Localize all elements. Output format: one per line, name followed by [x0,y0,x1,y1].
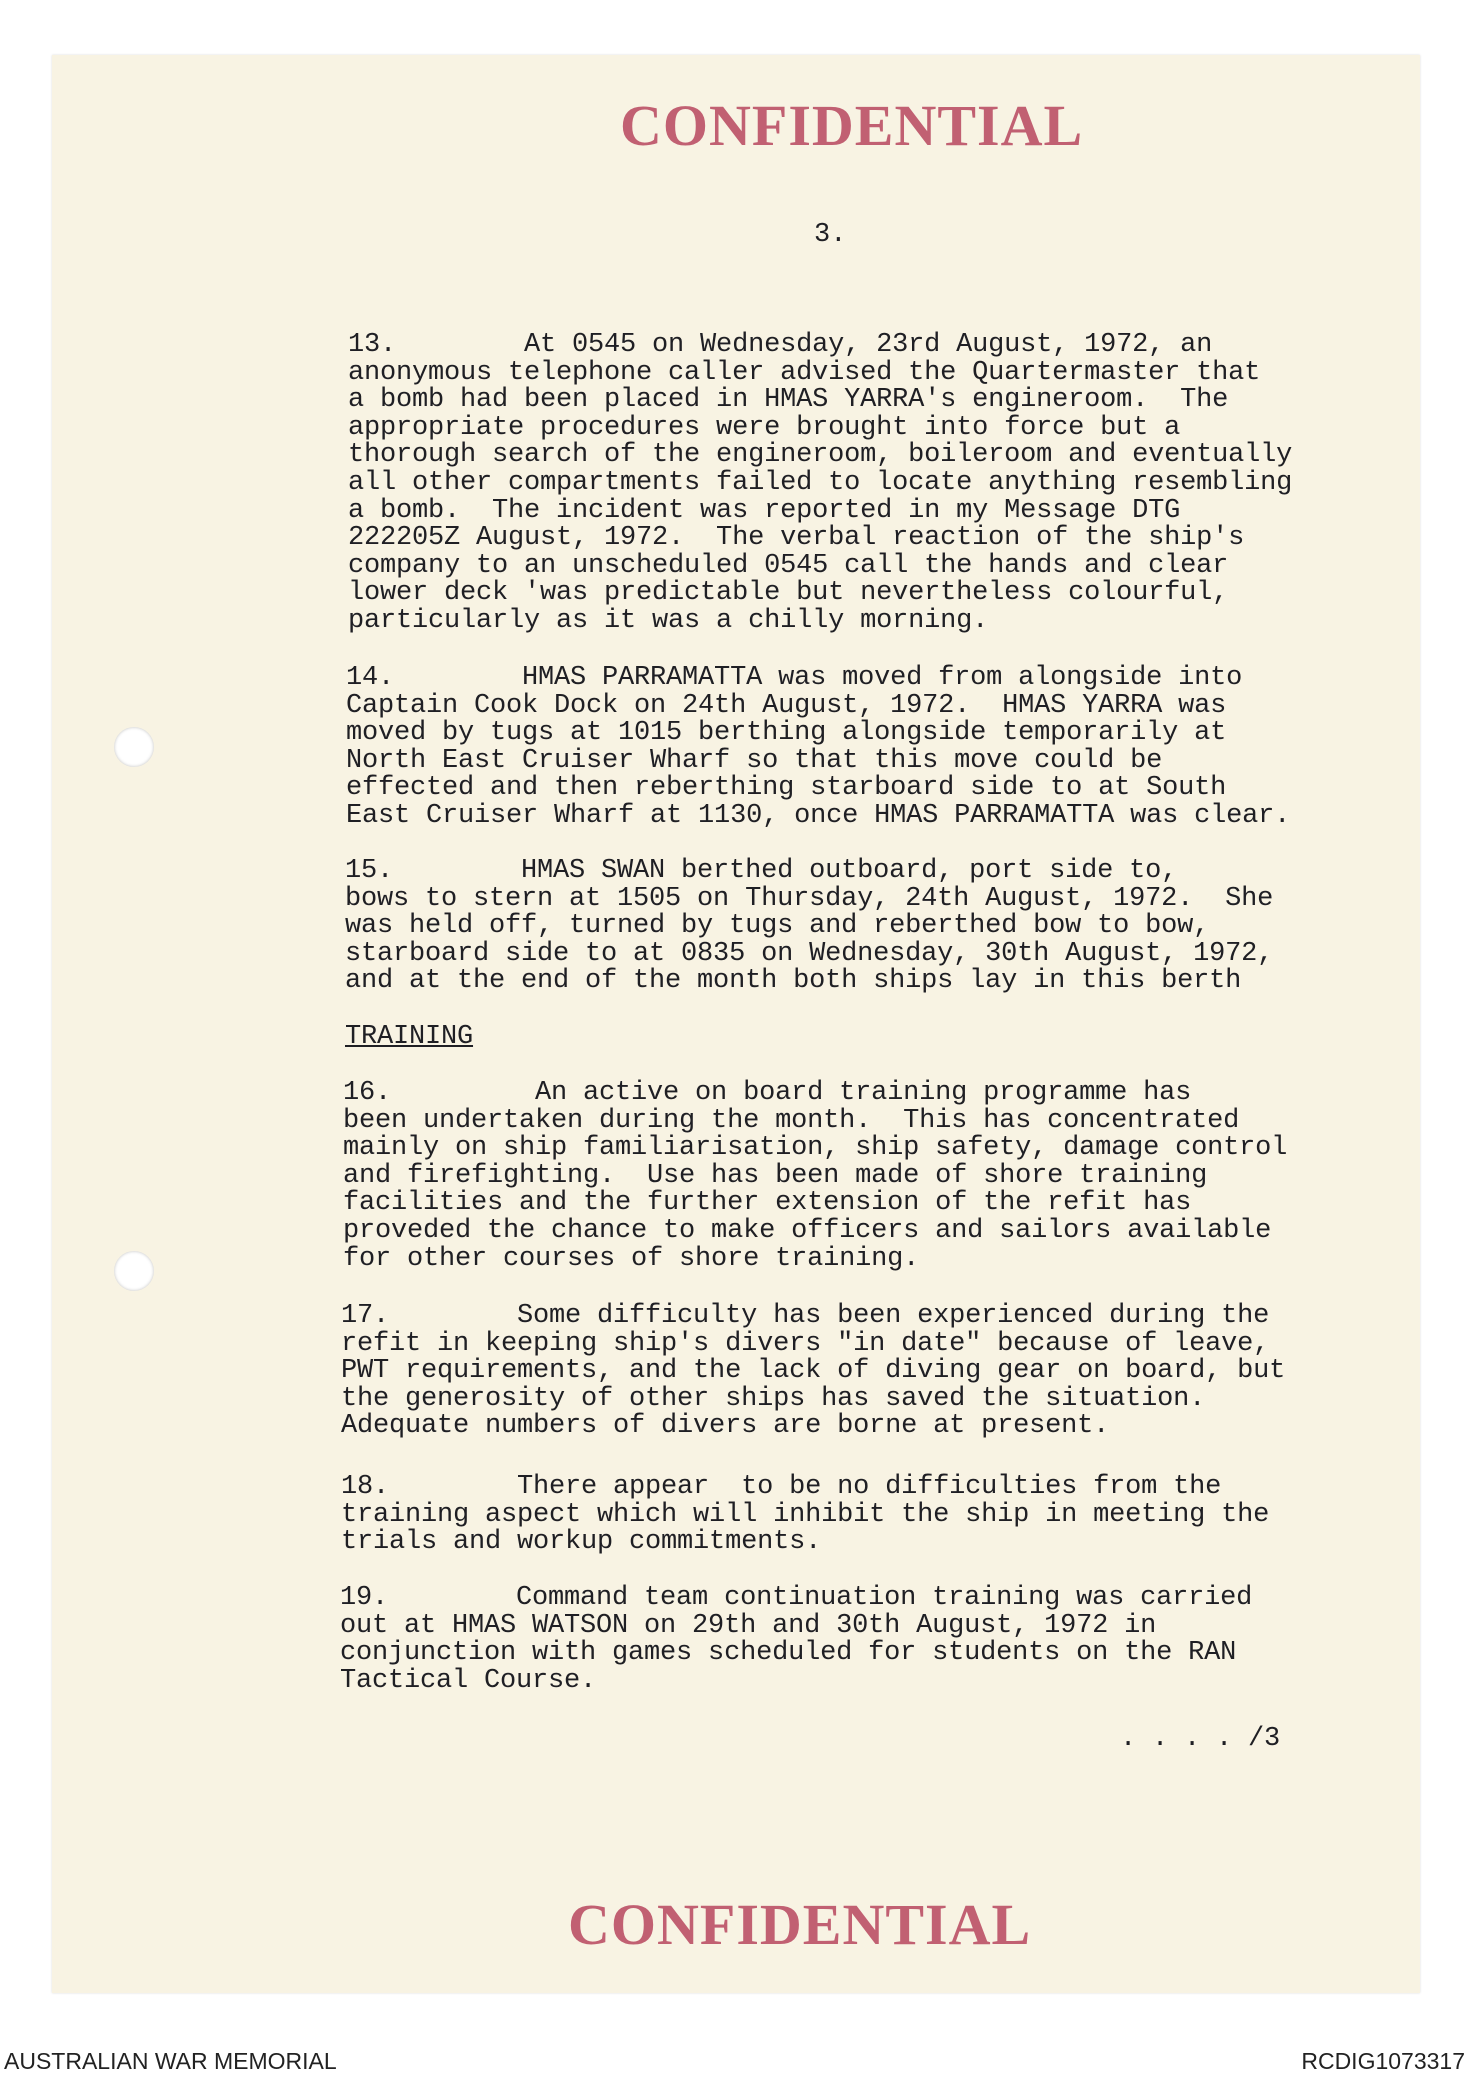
paragraph-16: 16. An active on board training programme has been undertaken during the month. This has concentrated mainly on ship familiarisation, ship safety, damage control and firefighting. Use has been made of shore training facilities and the further extension of the refit has proveded the chance to make officers and sailors available for other courses of shore training. [343,1078,1288,1274]
paragraph-19: 19. Command team continuation training was carried out at HMAS WATSON on 29th and 30th August, 1972 in conjunction with games scheduled for students on the RAN Tactical Course. [340,1583,1253,1696]
footer-record-id: RCDIG1073317 [1301,2048,1465,2074]
continuation-marker: . . . . /3 [1120,1724,1281,1754]
confidential-stamp-top: CONFIDENTIAL [620,93,1084,158]
paragraph-14: 14. HMAS PARRAMATTA was moved from alongside into Captain Cook Dock on 24th August, 1972. HMAS YARRA was moved by tugs at 1015 berthing alongside temporarily at North East Cruiser Wharf so that this move could be effected and then reberthing starboard side to at South East Cruiser Wharf at 1130, once HMAS PARRAMATTA was clear. [346,663,1291,831]
punch-hole-lower [114,1251,154,1291]
paragraph-13: 13. At 0545 on Wednesday, 23rd August, 1972, an anonymous telephone caller advised the Quartermaster that a bomb had been placed in HMAS YARRA's engineroom. The appropriate procedures were brought into force but a thorough search of the engineroom, boileroom and eventually all other compartments failed to locate anything resembling a bomb. The incident was reported in my Message DTG 222205Z August, 1972. The verbal reaction of the ship's company to an unscheduled 0545 call the hands and clear lower deck 'was predictable but nevertheless colourful, particularly as it was a chilly morning. [348,330,1293,636]
paragraph-15: 15. HMAS SWAN berthed outboard, port side to, bows to stern at 1505 on Thursday, 24th August, 1972. She was held off, turned by tugs and reberthed bow to bow, starboard side to at 0835 on Wednesday, 30th August, 1972, and at the end of the month both ships lay in this berth [345,856,1274,997]
footer-source: AUSTRALIAN WAR MEMORIAL [4,2048,337,2074]
section-heading-training: TRAINING [345,1022,474,1052]
paragraph-17: 17. Some difficulty has been experienced during the refit in keeping ship's divers "in date" because of leave, PWT requirements, and the lack of diving gear on board, but the generosity of other ships has saved the situation. Adequate numbers of divers are borne at present. [341,1301,1286,1442]
paragraph-18: 18. There appear to be no difficulties from the training aspect which will inhibit the ship in meeting the trials and workup commitments. [341,1472,1270,1558]
page-number: 3. [814,220,847,250]
punch-hole-upper [114,727,154,767]
confidential-stamp-bottom: CONFIDENTIAL [568,1905,1032,1945]
